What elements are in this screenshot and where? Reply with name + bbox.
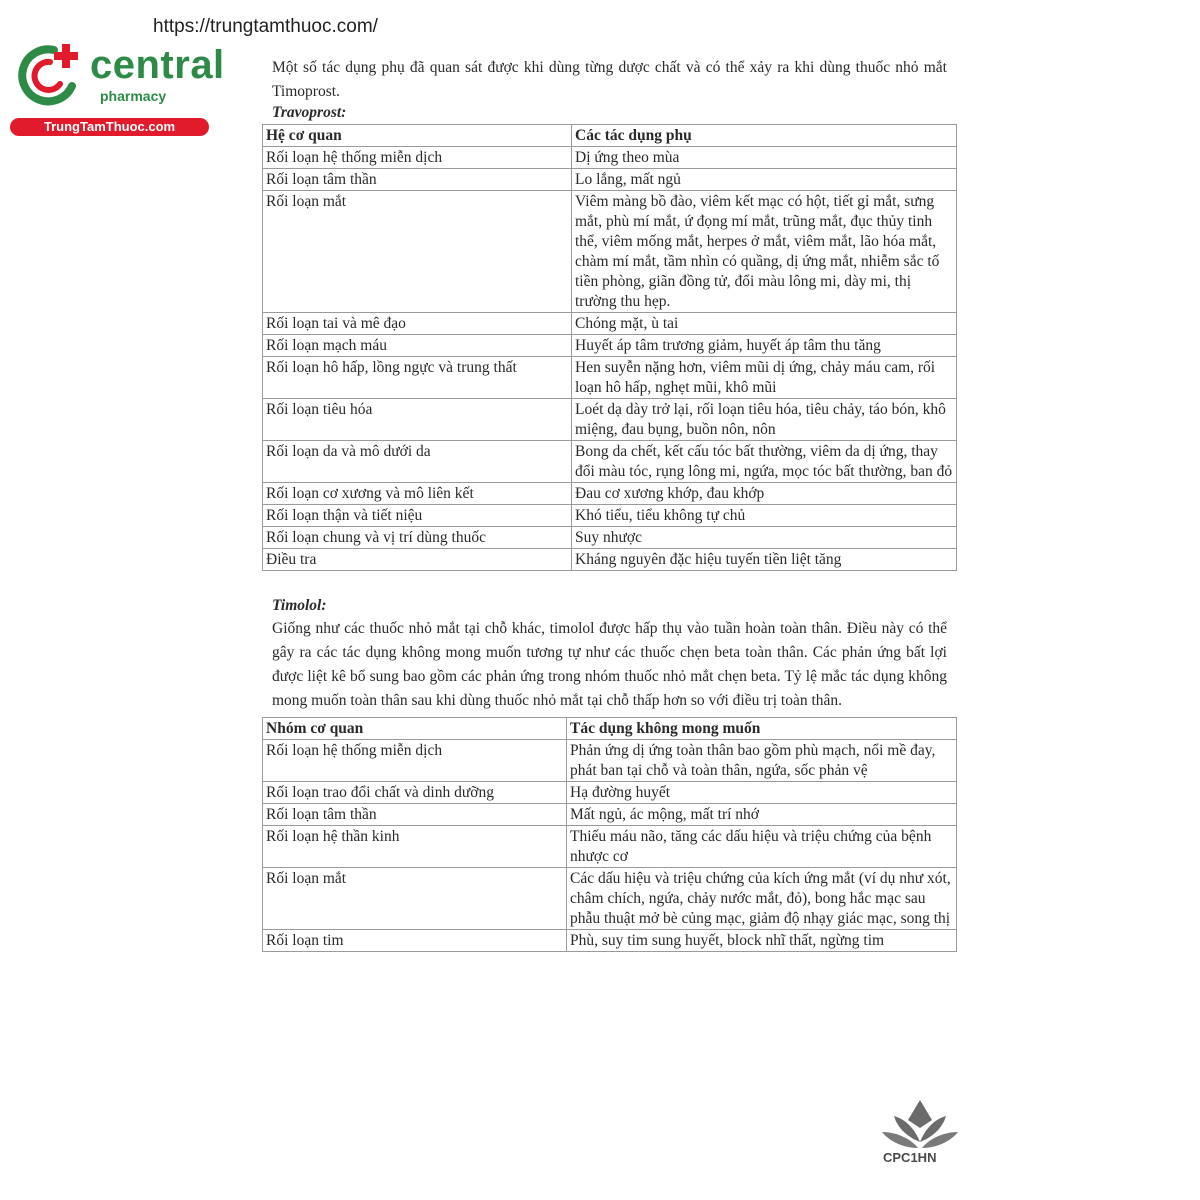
column-header: Tác dụng không mong muốn [567, 718, 957, 740]
table-row [263, 804, 957, 826]
effect-cell: Khó tiểu, tiểu không tự chủ [572, 505, 957, 527]
table-row [263, 191, 957, 313]
table-row [263, 505, 957, 527]
timolol-table [262, 717, 957, 952]
organ-cell: Điều tra [263, 549, 572, 571]
effect-cell: Phù, suy tim sung huyết, block nhĩ thất, ngừng tim [567, 930, 957, 952]
timolol-paragraph: Giống như các thuốc nhỏ mắt tại chỗ khác, timolol được hấp thụ vào tuần hoàn toàn thân. Điều này có thể gây ra các tác dụng không mong muốn tương tự như các thuốc chẹn beta toàn thân. Các phản ứng bất lợi được liệt kê bổ sung bao gồm các phản ứng trong nhóm thuốc nhỏ mắt chẹn beta. Tỷ lệ mắc tác dụng không mong muốn toàn thân sau khi dùng thuốc nhỏ mắt tại chỗ thấp hơn so với điều trị toàn thân. [272, 620, 947, 709]
organ-cell: Rối loạn hô hấp, lồng ngực và trung thất [263, 357, 572, 399]
intro-paragraph: Một số tác dụng phụ đã quan sát được khi dùng từng dược chất và có thể xảy ra khi dùng thuốc nhỏ mắt Timoprost. [272, 59, 947, 100]
travoprost-title: Travoprost: [272, 104, 347, 121]
travoprost-table [262, 124, 957, 571]
organ-cell: Rối loạn da và mô dưới da [263, 441, 572, 483]
effect-cell: Thiếu máu não, tăng các dấu hiệu và triệu chứng của bệnh nhược cơ [567, 826, 957, 868]
organ-cell: Rối loạn mắt [263, 868, 567, 930]
effect-cell: Các dấu hiệu và triệu chứng của kích ứng mắt (ví dụ như xót, châm chích, ngứa, chảy nước mắt, đỏ), bong hắc mạc sau phẫu thuật mở bè củng mạc, giảm độ nhạy giác mạc, song thị [567, 868, 957, 930]
column-header: Hệ cơ quan [263, 125, 572, 147]
effect-cell: Chóng mặt, ù tai [572, 313, 957, 335]
table-row [263, 357, 957, 399]
effect-cell: Bong da chết, kết cấu tóc bất thường, viêm da dị ứng, thay đổi màu tóc, rụng lông mi, ngứa, mọc tóc bất thường, ban đỏ [572, 441, 957, 483]
effect-cell: Mất ngủ, ác mộng, mất trí nhớ [567, 804, 957, 826]
organ-cell: Rối loạn hệ thống miễn dịch [263, 740, 567, 782]
organ-cell: Rối loạn tâm thần [263, 804, 567, 826]
table-row [263, 868, 957, 930]
table-row [263, 826, 957, 868]
column-header: Nhóm cơ quan [263, 718, 567, 740]
table-row [263, 549, 957, 571]
organ-cell: Rối loạn trao đổi chất và dinh dưỡng [263, 782, 567, 804]
table-row [263, 441, 957, 483]
organ-cell: Rối loạn tim [263, 930, 567, 952]
table-row [263, 740, 957, 782]
table-row [263, 147, 957, 169]
column-header: Các tác dụng phụ [572, 125, 957, 147]
cpc1hn-logo-text: CPC1HN [883, 1150, 937, 1165]
organ-cell: Rối loạn cơ xương và mô liên kết [263, 483, 572, 505]
organ-cell: Rối loạn tâm thần [263, 169, 572, 191]
table-row [263, 782, 957, 804]
effect-cell: Suy nhược [572, 527, 957, 549]
organ-cell: Rối loạn thận và tiết niệu [263, 505, 572, 527]
brand-site-badge: TrungTamThuoc.com [10, 118, 209, 136]
table-row [263, 483, 957, 505]
effect-cell: Hạ đường huyết [567, 782, 957, 804]
document-body [262, 56, 957, 952]
organ-cell: Rối loạn mắt [263, 191, 572, 313]
table-row [263, 313, 957, 335]
table-header-row [263, 718, 957, 740]
effect-cell: Phản ứng dị ứng toàn thân bao gồm phù mạch, nổi mề đay, phát ban tại chỗ và toàn thân, ngứa, sốc phản vệ [567, 740, 957, 782]
table-row [263, 527, 957, 549]
table-row [263, 169, 957, 191]
effect-cell: Hen suyễn nặng hơn, viêm mũi dị ứng, chảy máu cam, rối loạn hô hấp, nghẹt mũi, khô mũi [572, 357, 957, 399]
organ-cell: Rối loạn hệ thần kinh [263, 826, 567, 868]
table-row [263, 930, 957, 952]
effect-cell: Đau cơ xương khớp, đau khớp [572, 483, 957, 505]
effect-cell: Loét dạ dày trở lại, rối loạn tiêu hóa, tiêu chảy, táo bón, khô miệng, đau bụng, buồn nôn, nôn [572, 399, 957, 441]
timolol-title: Timolol: [272, 597, 327, 614]
site-url[interactable]: https://trungtamthuoc.com/ [153, 16, 378, 37]
table-row [263, 399, 957, 441]
pharmacy-cross-logo-icon [10, 40, 90, 108]
organ-cell: Rối loạn mạch máu [263, 335, 572, 357]
brand-subtitle: pharmacy [100, 88, 167, 104]
effect-cell: Viêm màng bồ đào, viêm kết mạc có hột, tiết gỉ mắt, sưng mắt, phù mí mắt, ứ đọng mí mắt, trũng mắt, đục thủy tinh thể, viêm mống mắt, herpes ở mắt, viêm mắt, lão hóa mắt, chàm mí mắt, tầm nhìn có quầng, dị ứng mắt, nhiễm sắc tố tiền phòng, giãn đồng tử, đổi màu lông mi, dày mi, thị trường thu hẹp. [572, 191, 957, 313]
table-header-row [263, 125, 957, 147]
effect-cell: Lo lắng, mất ngủ [572, 169, 957, 191]
organ-cell: Rối loạn tai và mê đạo [263, 313, 572, 335]
effect-cell: Dị ứng theo mùa [572, 147, 957, 169]
organ-cell: Rối loạn tiêu hóa [263, 399, 572, 441]
effect-cell: Kháng nguyên đặc hiệu tuyến tiền liệt tăng [572, 549, 957, 571]
brand-name: central [90, 43, 225, 87]
effect-cell: Huyết áp tâm trương giảm, huyết áp tâm thu tăng [572, 335, 957, 357]
central-pharmacy-logo[interactable] [10, 40, 225, 140]
organ-cell: Rối loạn hệ thống miễn dịch [263, 147, 572, 169]
table-row [263, 335, 957, 357]
organ-cell: Rối loạn chung và vị trí dùng thuốc [263, 527, 572, 549]
